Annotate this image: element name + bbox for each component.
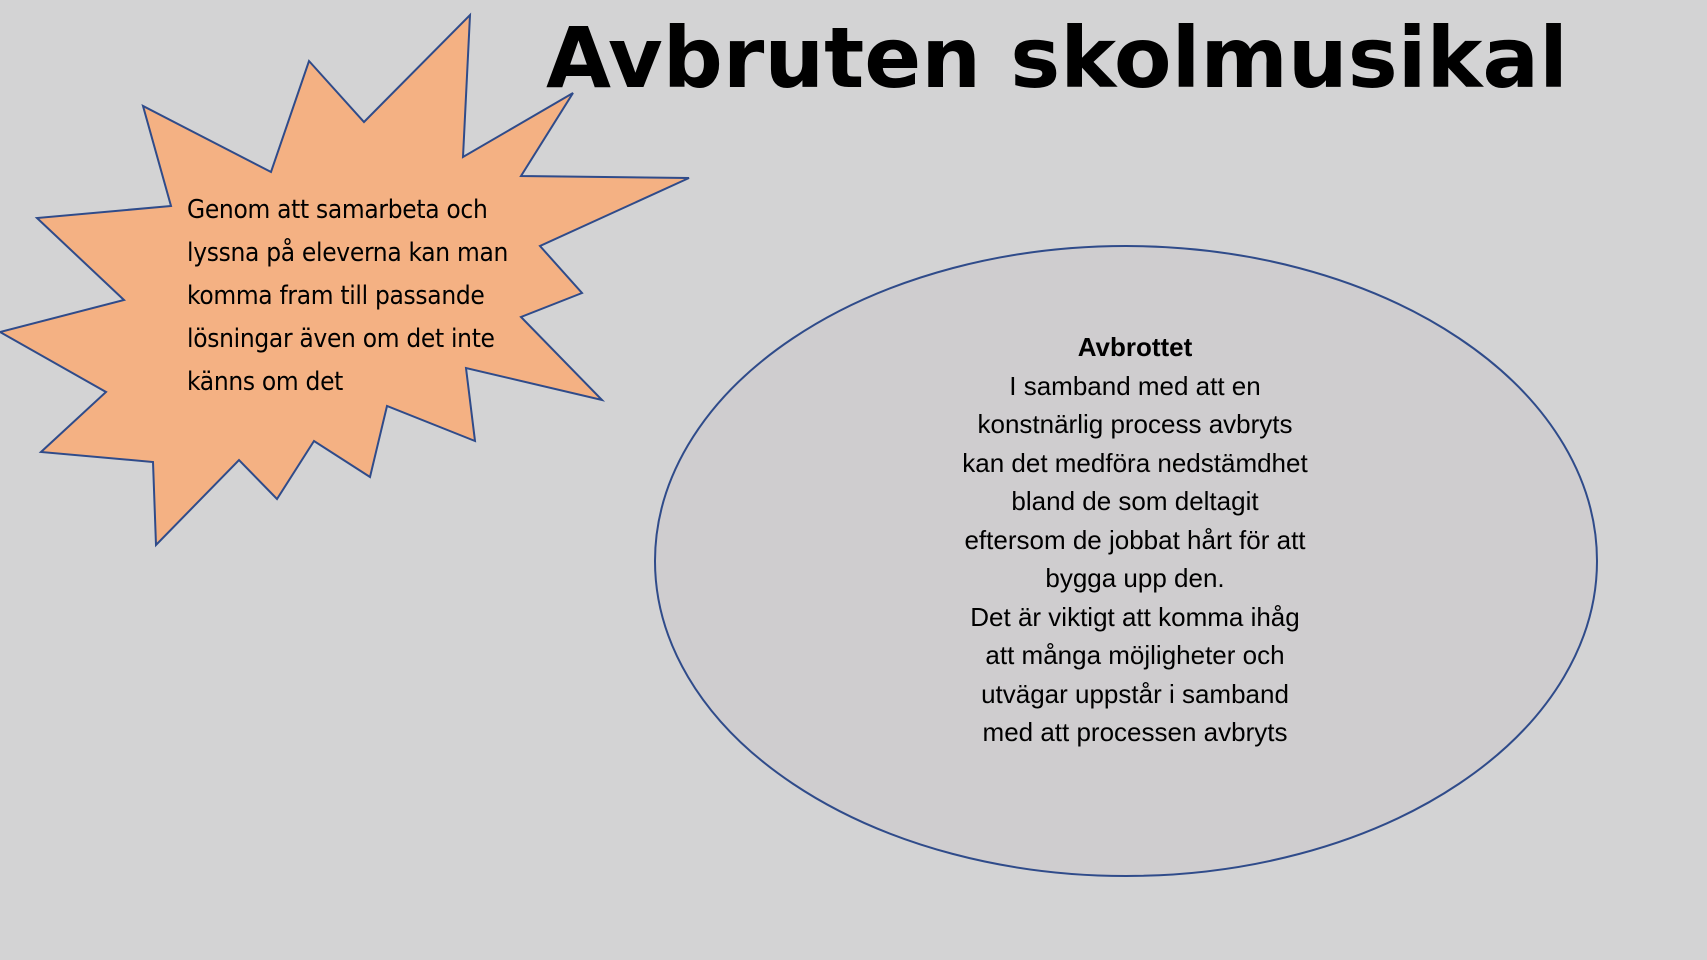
ellipse-line: Det är viktigt att komma ihåg — [970, 601, 1300, 632]
ellipse-line: eftersom de jobbat hårt för att — [964, 524, 1306, 555]
ellipse-line: kan det medföra nedstämdhet — [962, 447, 1308, 478]
starburst-line: lyssna på eleverna kan man — [187, 238, 509, 268]
ellipse-line: konstnärlig process avbryts — [977, 409, 1293, 439]
ellipse-line: I samband med att en — [1009, 370, 1261, 401]
slide-title: Avbruten skolmusikal — [546, 9, 1568, 107]
ellipse-text — [900, 328, 1370, 752]
ellipse-line: med att processen avbryts — [982, 717, 1288, 747]
ellipse-line: bland de som deltagit — [1011, 486, 1259, 516]
starburst-text — [187, 189, 517, 404]
ellipse-line: bygga upp den. — [1045, 563, 1225, 593]
starburst-line: komma fram till passande — [187, 281, 485, 311]
ellipse-line: utvägar uppstår i samband — [981, 678, 1289, 709]
starburst-line: lösningar även om det inte — [187, 324, 495, 354]
starburst-line: Genom att samarbeta och — [187, 195, 488, 225]
starburst-line: känns om det — [187, 367, 344, 397]
ellipse-heading: Avbrottet — [1077, 332, 1193, 362]
ellipse-line: att många möjligheter och — [985, 640, 1285, 670]
